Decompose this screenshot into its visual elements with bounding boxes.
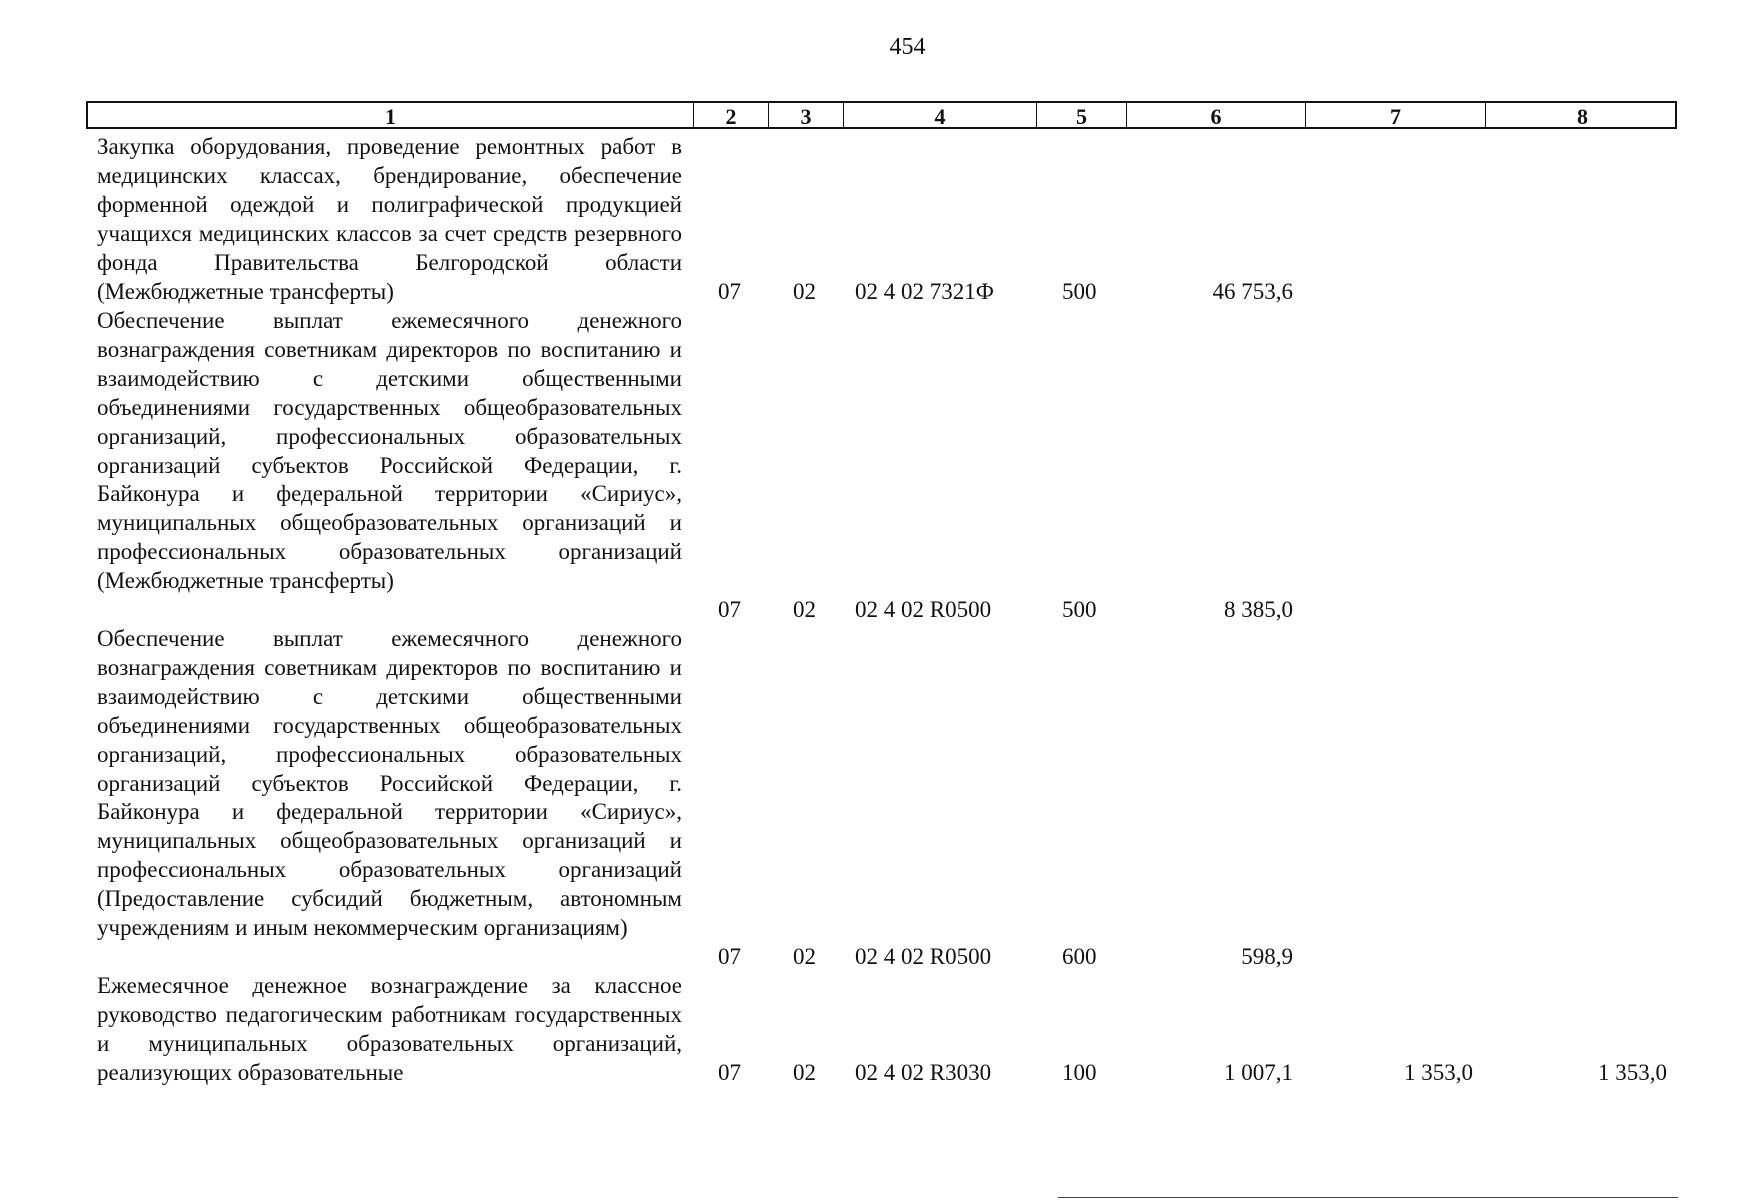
cell-amount-col6: 8 385,0 bbox=[1224, 597, 1293, 623]
cell-expense-type: 500 bbox=[1062, 597, 1097, 623]
cell-target-article: 02 4 02 R3030 bbox=[855, 1060, 992, 1086]
column-header-3: 3 bbox=[769, 103, 844, 129]
cell-section: 07 bbox=[718, 597, 741, 623]
column-header-4: 4 bbox=[844, 103, 1037, 129]
cell-amount-col6: 598,9 bbox=[1241, 944, 1293, 970]
table-row bbox=[0, 307, 1760, 625]
table-row bbox=[0, 625, 1760, 972]
column-header-5: 5 bbox=[1037, 103, 1127, 129]
column-header-6: 6 bbox=[1127, 103, 1306, 129]
column-header-2: 2 bbox=[694, 103, 769, 129]
cell-amount-col7: 1 353,0 bbox=[1404, 1060, 1473, 1086]
table-row bbox=[0, 133, 1760, 307]
cell-subsection: 02 bbox=[793, 597, 816, 623]
cell-section: 07 bbox=[718, 279, 741, 305]
column-header-7: 7 bbox=[1306, 103, 1486, 129]
cell-expense-type: 600 bbox=[1062, 944, 1097, 970]
cell-expense-type: 500 bbox=[1062, 279, 1097, 305]
cell-amount-col6: 1 007,1 bbox=[1224, 1060, 1293, 1086]
cell-target-article: 02 4 02 R0500 bbox=[855, 944, 992, 970]
column-header-1: 1 bbox=[88, 103, 694, 129]
footer-rule bbox=[1058, 1197, 1678, 1198]
cell-section: 07 bbox=[718, 1060, 741, 1086]
cell-target-article: 02 4 02 7321Ф bbox=[855, 279, 994, 305]
row-description: Закупка оборудования, проведение ремонтных работ в медицинских классах, брендирование, обеспечение форменной одеждой и полиграфической продукцией учащихся медицинских классов за счет средств резервного фонда Правительства Белгородской области (Межбюджетные трансферты) bbox=[97, 134, 682, 304]
row-description: Ежемесячное денежное вознаграждение за классное руководство педагогическим работникам государственных и муниципальных образовательных организаций, реализующих образовательные bbox=[97, 973, 682, 1085]
cell-expense-type: 100 bbox=[1062, 1060, 1097, 1086]
cell-subsection: 02 bbox=[793, 944, 816, 970]
cell-section: 07 bbox=[718, 944, 741, 970]
cell-amount-col8: 1 353,0 bbox=[1598, 1060, 1667, 1086]
cell-target-article: 02 4 02 R0500 bbox=[855, 597, 992, 623]
cell-amount-col6: 46 753,6 bbox=[1212, 279, 1293, 305]
row-description: Обеспечение выплат ежемесячного денежного вознаграждения советникам директоров по воспитанию и взаимодействию с детскими общественными объединениями государственных общеобразовательных организаций, профессиональных образовательных организаций субъектов Российской Федерации, г. Байконура и федеральной территории «Сириус», муниципальных общеобразовательных организаций и профессиональных образовательных организаций (Межбюджетные трансферты) bbox=[97, 308, 682, 594]
row-description: Обеспечение выплат ежемесячного денежного вознаграждения советникам директоров по воспитанию и взаимодействию с детскими общественными объединениями государственных общеобразовательных организаций, профессиональных образовательных организаций субъектов Российской Федерации, г. Байконура и федеральной территории «Сириус», муниципальных общеобразовательных организаций и профессиональных образовательных организаций (Предоставление субсидий бюджетным, автономным учреждениям и иным некоммерческим организациям) bbox=[97, 626, 682, 941]
table-header bbox=[86, 101, 1677, 129]
table-row bbox=[0, 972, 1760, 1088]
column-header-8: 8 bbox=[1577, 104, 1588, 129]
page-number: 454 bbox=[889, 34, 926, 60]
cell-subsection: 02 bbox=[793, 279, 816, 305]
cell-subsection: 02 bbox=[793, 1060, 816, 1086]
